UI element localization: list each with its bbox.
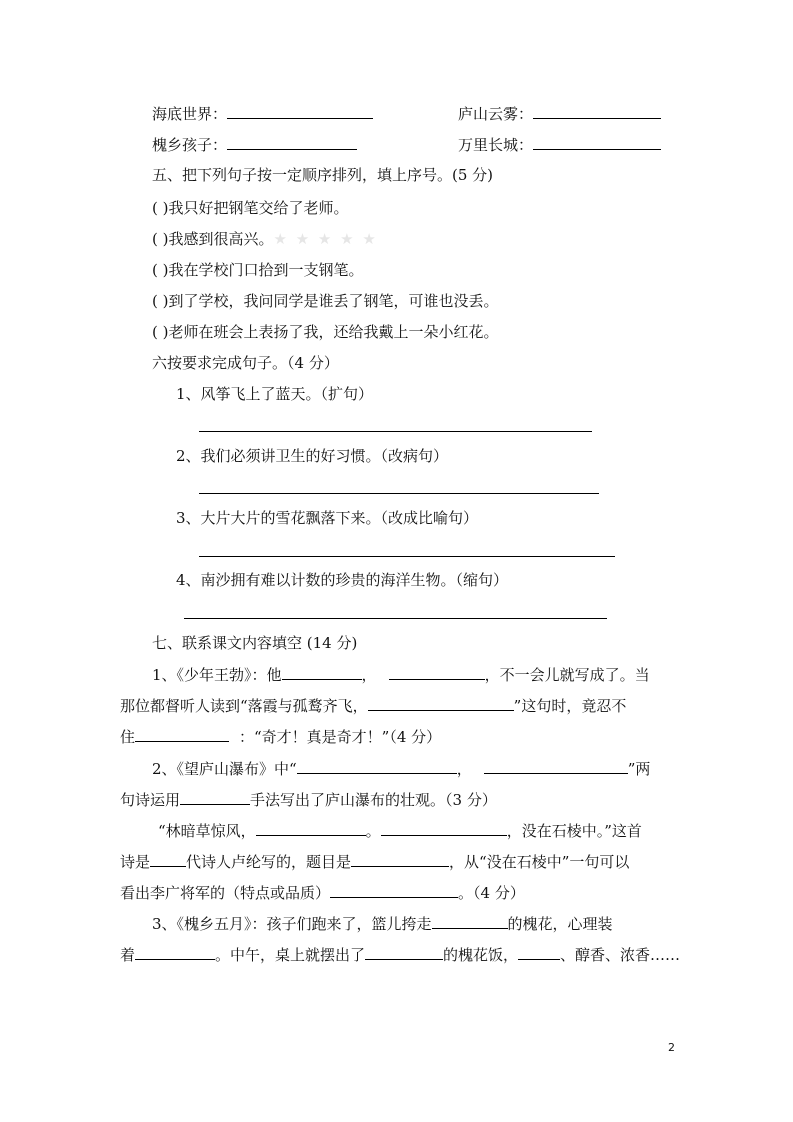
section7-title: 七、联系课文内容填空 (14 分) [152,634,358,652]
answer-blank[interactable] [150,851,186,867]
answer-blank[interactable] [135,726,229,742]
q3-line-1 [152,913,613,934]
text: 1、《少年王勃》：他 [152,666,282,684]
q3-line-2 [120,944,680,965]
answer-blank[interactable] [297,758,457,774]
order-item-text: ( )我感到很高兴。 [152,230,274,248]
order-item-5: ( )老师在班会上表扬了我，还给我戴上一朵小红花。 [152,323,499,341]
faint-watermark-mark: ★ ★ ★ ★ ★ [273,230,378,248]
answer-blank[interactable] [180,789,250,805]
q2-line-1 [152,758,650,779]
section5-title: 五、把下列句子按一定顺序排列，填上序号。(5 分) [152,166,494,184]
text: 2、《望庐山瀑布》中“ [152,760,297,778]
text: ”两 [627,760,651,778]
answer-blank[interactable] [351,851,449,867]
text: 住 [120,728,136,746]
text: 着 [120,946,136,964]
sentence-task-4: 4、南沙拥有难以计数的珍贵的海洋生物。（缩句） [176,571,509,589]
sentence-task-1: 1、风筝飞上了蓝天。（扩句） [176,385,374,403]
answer-line[interactable] [199,493,599,494]
answer-blank[interactable] [227,103,373,119]
answer-line[interactable] [199,431,592,432]
sentence-task-2: 2、我们必须讲卫生的好习惯。（改病句） [176,447,449,465]
answer-blank[interactable] [381,820,507,836]
blank-label-left-2 [152,134,357,155]
sentence-task-3: 3、大片大片的雪花飘落下来。（改成比喻句） [176,509,479,527]
answer-line[interactable] [184,618,607,619]
q2b-line-1 [158,820,642,841]
answer-line[interactable] [199,556,615,557]
answer-blank[interactable] [432,913,508,929]
page-number: 2 [668,1041,675,1054]
text: 。（4 分） [458,884,525,902]
text: 手法写出了庐山瀑布的壮观。（3 分） [250,791,497,809]
text: ，从“没在石棱中”一句可以 [449,853,630,871]
label-text: 槐乡孩子： [152,136,228,154]
text: ：“奇才！真是奇才！”（4 分） [239,728,442,746]
label-text: 庐山云雾： [458,105,534,123]
answer-blank[interactable] [484,758,628,774]
q2b-line-3 [120,882,525,903]
q1-line-2 [120,695,626,716]
order-item-4: ( )到了学校，我问同学是谁丢了钢笔，可谁也没丢。 [152,292,499,310]
order-item-3: ( )我在学校门口拾到一支钢笔。 [152,261,364,279]
text: ，不一会儿就写成了。当 [484,666,650,684]
text: ， [361,666,377,684]
text: 、醇香、浓香…… [560,946,681,964]
text: 代诗人卢纶写的，题目是 [186,853,352,871]
blank-label-right-2 [458,134,661,155]
q2b-line-2 [120,851,629,872]
text: ，没在石棱中。”这首 [506,822,642,840]
text: 那位都督听人读到“落霞与孤鹜齐飞， [120,697,368,715]
text: 3、《槐乡五月》：孩子们跑来了，篮儿挎走 [152,915,432,933]
text: 诗是 [120,853,151,871]
order-item-2 [152,229,378,249]
answer-blank[interactable] [135,944,215,960]
text: “林暗草惊风， [158,822,256,840]
text: ， [456,760,472,778]
answer-blank[interactable] [256,820,366,836]
text: 。中午，桌上就摆出了 [215,946,366,964]
order-item-1: ( )我只好把钢笔交给了老师。 [152,199,349,217]
answer-blank[interactable] [518,944,560,960]
answer-blank[interactable] [533,134,661,150]
text: 的槐花，心理装 [507,915,613,933]
answer-blank[interactable] [368,695,514,711]
text: 的槐花饭， [443,946,519,964]
answer-blank[interactable] [365,944,443,960]
section6-title: 六按要求完成句子。（4 分） [152,354,339,372]
answer-blank[interactable] [282,664,362,680]
answer-blank[interactable] [389,664,485,680]
text: 。 [365,822,381,840]
answer-blank[interactable] [533,103,661,119]
q1-line-3 [120,726,441,747]
answer-blank[interactable] [227,134,357,150]
label-text: 万里长城： [458,136,534,154]
q1-line-1 [152,664,650,685]
text: 句诗运用 [120,791,181,809]
text: 看出李广将军的（特点或品质） [120,884,331,902]
blank-label-right-1 [458,103,661,124]
label-text: 海底世界： [152,105,228,123]
blank-label-left-1 [152,103,373,124]
q2-line-2 [120,789,497,810]
answer-blank[interactable] [330,882,458,898]
text: ”这句时，竟忍不 [513,697,627,715]
